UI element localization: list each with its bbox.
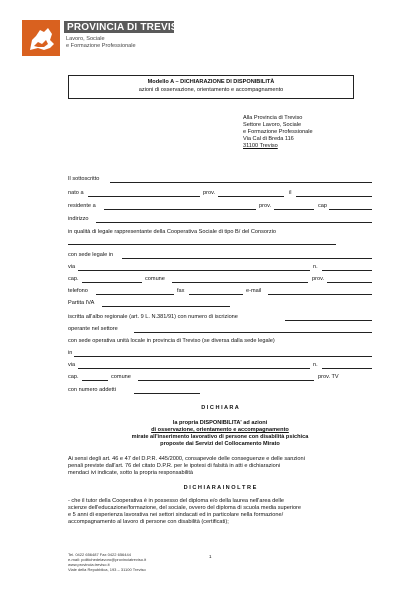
- label-nato-a: nato a: [68, 190, 84, 196]
- body-p2-l3: e 5 anni di esperienza lavorativa nei settori sindacati ed in particolare nella formazione/: [68, 512, 284, 518]
- dichiara-line3: mirate all'inserimento lavorativo di persone con disabilità psichica: [131, 434, 309, 440]
- model-title: Modello A – DICHIARAZIONE DI DISPONIBILITÀ: [147, 79, 275, 85]
- field-prov2[interactable]: [327, 282, 372, 283]
- body-p1-l1: Ai sensi degli art. 46 e 47 del D.P.R. 445/2000, consapevole delle conseguenze e delle sanzioni: [68, 456, 305, 462]
- field-nato-a[interactable]: [88, 196, 200, 197]
- field-prov[interactable]: [218, 196, 284, 197]
- header-subtitle-line2: e Formazione Professionale: [66, 43, 136, 49]
- label-prov: prov.: [203, 190, 216, 196]
- field-residente-a[interactable]: [104, 209, 256, 210]
- dichiara-inoltre-heading: D I C H I A R A I N O L T R E: [183, 485, 257, 491]
- label-cap: cap: [318, 203, 328, 209]
- dichiara-line4: proposte dai Servizi del Collocamento Mirato: [160, 441, 280, 447]
- field-sottoscritto[interactable]: [110, 182, 372, 183]
- field-prov-res[interactable]: [274, 209, 314, 210]
- label-n: n.: [313, 264, 318, 270]
- label-sede-legale: con sede legale in: [68, 252, 114, 258]
- model-subtitle: azioni di osservazione, orientamento e accompagnamento: [138, 87, 284, 93]
- label-il: il: [289, 190, 292, 196]
- field-sede-legale[interactable]: [122, 258, 372, 259]
- field-email[interactable]: [268, 294, 372, 295]
- label-cap2: cap.: [68, 276, 79, 282]
- field-addetti[interactable]: [134, 393, 200, 394]
- label-partita-iva: Partita IVA: [68, 300, 95, 306]
- field-via2[interactable]: [78, 368, 310, 369]
- label-via2: via: [68, 362, 76, 368]
- field-settore[interactable]: [134, 332, 372, 333]
- provincia-logo: [22, 20, 60, 56]
- label-n2: n.: [313, 362, 318, 368]
- header-title: PROVINCIA DI TREVISO: [67, 22, 186, 33]
- label-email: e-mail: [246, 288, 262, 294]
- label-comune: comune: [145, 276, 165, 282]
- dichiara-line1: la propria DISPONIBILITA' ad azioni: [172, 420, 268, 426]
- label-sede-operativa: con sede operativa unità locale in provincia di Treviso (se diversa dalla sede legale): [68, 338, 275, 344]
- field-cap[interactable]: [329, 209, 372, 210]
- label-sottoscritto: Il sottoscritto: [68, 176, 100, 182]
- label-fax: fax: [177, 288, 185, 294]
- address-line2: Settore Lavoro, Sociale: [243, 122, 302, 128]
- field-n2[interactable]: [322, 368, 372, 369]
- field-indirizzo[interactable]: [96, 222, 372, 223]
- label-in: in: [68, 350, 73, 356]
- field-cap3[interactable]: [82, 380, 108, 381]
- field-comune2[interactable]: [138, 380, 314, 381]
- body-p2-l1: - che il tutor della Cooperativa è in possesso del diploma e/o della laurea nell'area delle: [68, 498, 284, 504]
- dichiara-heading: D I C H I A R A: [201, 405, 239, 411]
- body-p1-l2: penali previste dall'art. 76 del citato D.P.R. per le ipotesi di falsità in atti e dichiarazioni: [68, 463, 281, 469]
- header-subtitle: [66, 36, 136, 50]
- label-operante: operante nel settore: [68, 326, 118, 332]
- field-in[interactable]: [74, 356, 372, 357]
- header-subtitle-line1: Lavoro, Sociale: [66, 36, 105, 42]
- label-telefono: telefono: [68, 288, 88, 294]
- address-line1: Alla Provincia di Treviso: [243, 115, 303, 121]
- field-cap2[interactable]: [82, 282, 142, 283]
- field-partita-iva[interactable]: [102, 306, 230, 307]
- label-qualita: in qualità di legale rappresentante della Cooperativa Sociale di tipo B/ del Consorzio: [68, 229, 277, 235]
- field-cooperativa[interactable]: [68, 244, 336, 245]
- label-iscritta: iscritta all'albo regionale (art. 9 L. N.381/91) con numero di iscrizione: [68, 314, 238, 320]
- field-telefono[interactable]: [96, 294, 174, 295]
- field-fax[interactable]: [189, 294, 243, 295]
- address-line5: 31100 Treviso: [243, 143, 278, 149]
- body-p2-l4: accompagnamento al lavoro di persone con disabilità (certificati);: [68, 519, 229, 525]
- footer-line4: Viale della Repubblica, 193 – 31100 Treviso: [68, 567, 146, 572]
- dichiara-line2: di osservazione, orientamento e accompagnamento: [151, 427, 289, 433]
- page-number: 1: [209, 554, 212, 559]
- body-p1-l3: mendaci ivi indicate, sotto la propria responsabilità: [68, 470, 193, 476]
- label-via: via: [68, 264, 76, 270]
- body-p2-l2: scienze dell'educazione/formazione, del sociale, ovvero del diploma di scuola media superiore: [68, 505, 302, 511]
- field-n[interactable]: [322, 270, 372, 271]
- label-residente-a: residente a: [68, 203, 96, 209]
- label-indirizzo: indirizzo: [68, 216, 89, 222]
- field-via[interactable]: [78, 270, 310, 271]
- field-iscrizione[interactable]: [285, 320, 372, 321]
- footer-line3: www.provincia.treviso.it: [68, 562, 110, 567]
- footer-line2: e-mail: politichedelavoro@provinciatreviso.it: [68, 557, 147, 562]
- field-comune[interactable]: [172, 282, 308, 283]
- label-addetti: con numero addetti: [68, 387, 116, 393]
- address-line3: e Formazione Professionale: [243, 129, 313, 135]
- label-prov-tv: prov. TV: [318, 374, 339, 380]
- label-cap3: cap.: [68, 374, 79, 380]
- address-line4: Via Cal di Breda 116: [243, 136, 294, 142]
- footer-line1: Tel. 0422 656487 Fax 0422 656444: [68, 552, 131, 557]
- label-prov-res: prov.: [259, 203, 272, 209]
- footer-contacts: [68, 552, 146, 572]
- label-prov2: prov.: [312, 276, 325, 282]
- field-il[interactable]: [296, 196, 372, 197]
- label-comune2: comune: [111, 374, 131, 380]
